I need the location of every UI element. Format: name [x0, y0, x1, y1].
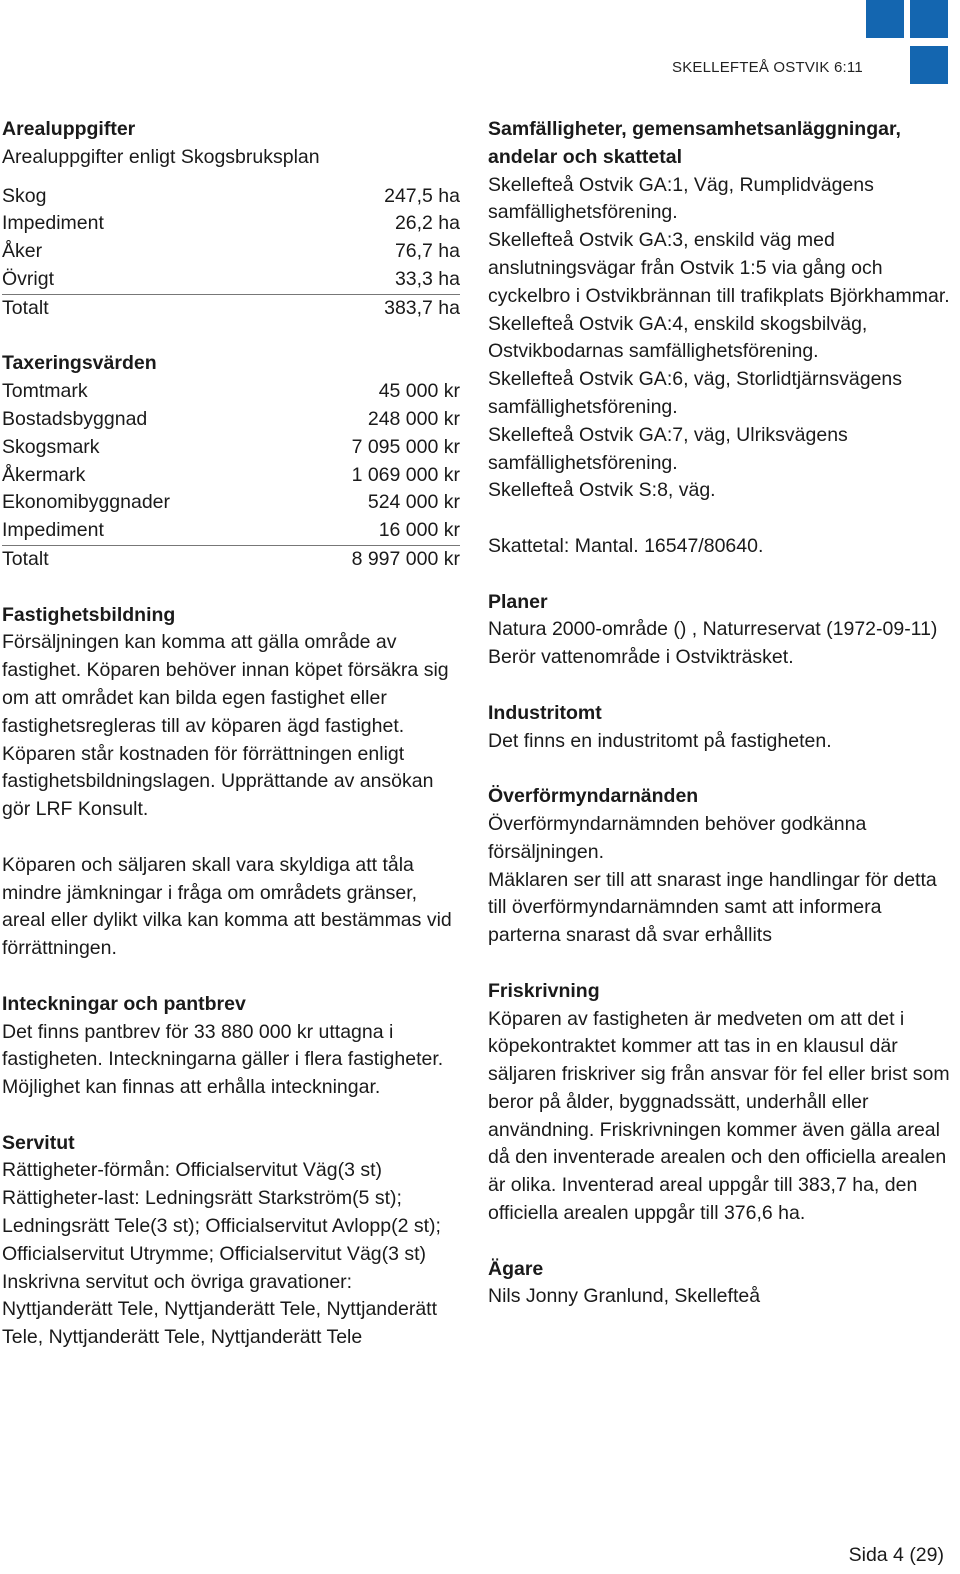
- paragraph: Det finns en industritomt på fastigheten.: [488, 729, 832, 752]
- valuation-label: Tomtmark: [2, 380, 88, 403]
- document-header-title: SKELLEFTEÅ OSTVIK 6:11: [672, 59, 863, 76]
- valuation-total-row: [2, 545, 460, 574]
- area-label: Impediment: [2, 212, 104, 235]
- paragraph: Försäljningen kan komma att gälla område av fastighet. Köparen behöver innan köpet försäkra sig om att området kan bilda egen fastighet eller fastighetsregleras till av köparen ägd fastighet. Köparen står kostnaden för förrättningen enligt fastighetsbildningslagen. Upprättande av ansökan gör LRF Konsult.: [2, 631, 449, 821]
- section-heading: Ägare: [488, 1257, 544, 1280]
- section-industritomt: [488, 700, 950, 756]
- valuation-label: Åkermark: [2, 463, 86, 486]
- area-value: 26,2 ha: [394, 212, 460, 235]
- valuation-value: 16 000 kr: [378, 519, 460, 542]
- section-overformyndare: [488, 783, 950, 950]
- area-label: Skog: [2, 184, 47, 207]
- section-samfalligheter: [488, 116, 950, 561]
- area-value: 76,7 ha: [394, 240, 460, 263]
- right-column: [488, 116, 950, 1339]
- valuation-value: 7 095 000 kr: [351, 435, 460, 458]
- valuation-label: Impediment: [2, 519, 104, 542]
- section-servitut: [2, 1130, 460, 1352]
- left-column: [2, 116, 460, 1380]
- section-heading: Fastighetsbildning: [2, 603, 176, 626]
- area-label: Åker: [2, 240, 43, 263]
- section-fastighetsbildning: [2, 602, 460, 963]
- paragraph: Överförmyndarnämnden behöver godkänna försäljningen.: [488, 812, 867, 863]
- area-value: 247,5 ha: [384, 184, 460, 207]
- paragraph: Rättigheter-last: Ledningsrätt Starkström(5 st); Ledningsrätt Tele(3 st); Officialservitut Avlopp(2 st); Officialservitut Utrymme; Officialservitut Väg(3 st): [2, 1187, 441, 1265]
- section-heading: Arealuppgifter: [2, 118, 136, 140]
- valuation-value: 524 000 kr: [367, 491, 460, 514]
- list-item: Skellefteå Ostvik GA:3, enskild väg med anslutningsvägar från Ostvik 1:5 via gång och cyckelbro i Ostvikbrännan till trafikplats Björkhammar.: [488, 229, 950, 307]
- logo-square: [866, 0, 904, 38]
- area-label: Övrigt: [2, 267, 55, 290]
- valuation-row: [2, 406, 460, 434]
- valuation-total-value: 8 997 000 kr: [351, 547, 460, 570]
- valuation-label: Bostadsbyggnad: [2, 407, 148, 430]
- section-heading: Servitut: [2, 1131, 75, 1154]
- section-heading: Inteckningar och pantbrev: [2, 992, 246, 1015]
- section-inteckningar: [2, 991, 460, 1102]
- area-value: 33,3 ha: [394, 267, 460, 290]
- section-heading: Samfälligheter, gemensamhetsanläggningar, andelar och skattetal: [488, 118, 901, 168]
- page-number: Sida 4 (29): [848, 1544, 944, 1566]
- section-heading: Överförmyndarnänden: [488, 785, 699, 808]
- valuation-label: Ekonomibyggnader: [2, 491, 171, 514]
- section-agare: [488, 1256, 950, 1312]
- logo-square: [910, 46, 948, 84]
- section-heading: Planer: [488, 590, 548, 613]
- section-heading: Industritomt: [488, 701, 602, 724]
- paragraph: Inskrivna servitut och övriga gravationer: Nyttjanderätt Tele, Nyttjanderätt Tele, Nyttjanderätt Tele, Nyttjanderätt Tele, Nyttjanderätt Tele: [2, 1270, 438, 1349]
- valuation-label: Skogsmark: [2, 435, 100, 458]
- company-logo: [866, 0, 952, 86]
- paragraph: Köparen av fastigheten är medveten om att det i köpekontraktet kommer att tas in en klausul där säljaren friskriver sig från ansvar för fel eller brist som beror på ålder, byggnadssätt, underhåll eller användning. Friskrivningen kommer även gälla areal då den inventerade arealen och den officiella arealen är olika. Inventerad areal uppgår till 383,7 ha, den officiella arealen uppgår till 376,6 ha.: [488, 1007, 950, 1225]
- valuation-row: [2, 434, 460, 462]
- valuation-row: [2, 378, 460, 406]
- logo-square: [910, 0, 948, 38]
- valuation-row: [2, 517, 460, 545]
- section-arealuppgifter: [2, 116, 460, 323]
- valuation-value: 45 000 kr: [378, 380, 460, 403]
- valuation-total-label: Totalt: [2, 547, 49, 570]
- skattetal: Skattetal: Mantal. 16547/80640.: [488, 534, 764, 557]
- paragraph: Det finns pantbrev för 33 880 000 kr uttagna i fastigheten. Inteckningarna gäller i flera fastigheter. Möjlighet kan finnas att erhålla inteckningar.: [2, 1020, 444, 1099]
- list-item: Skellefteå Ostvik GA:6, väg, Storlidtjärnsvägens samfällighetsförening.: [488, 368, 903, 418]
- area-row: [2, 210, 460, 238]
- area-row: [2, 183, 460, 211]
- section-subtitle: Arealuppgifter enligt Skogsbruksplan: [2, 145, 320, 168]
- list-item: Skellefteå Ostvik S:8, väg.: [488, 479, 716, 502]
- valuation-value: 1 069 000 kr: [351, 463, 460, 486]
- valuation-row: [2, 462, 460, 490]
- section-taxeringsvarden: [2, 350, 460, 573]
- paragraph: Mäklaren ser till att snarast inge handlingar för detta till överförmyndarnämnden samt att informera parterna snarast då svar erhållits: [488, 868, 937, 947]
- area-row: [2, 266, 460, 294]
- area-total-label: Totalt: [2, 296, 49, 319]
- valuation-value: 248 000 kr: [367, 407, 460, 430]
- area-total-value: 383,7 ha: [384, 296, 460, 319]
- section-heading: Taxeringsvärden: [2, 352, 157, 375]
- section-heading: Friskrivning: [488, 979, 600, 1002]
- area-row: [2, 238, 460, 266]
- list-item: Skellefteå Ostvik GA:7, väg, Ulriksvägens samfällighetsförening.: [488, 423, 848, 474]
- paragraph: Rättigheter-förmån: Officialservitut Väg(3 st): [2, 1159, 383, 1182]
- list-item: Skellefteå Ostvik GA:1, Väg, Rumplidvägens samfällighetsförening.: [488, 173, 874, 224]
- valuation-row: [2, 489, 460, 517]
- paragraph: Natura 2000-område () , Naturreservat (1972-09-11) Berör vattenområde i Ostvikträsket.: [488, 618, 938, 669]
- paragraph: Nils Jonny Granlund, Skellefteå: [488, 1285, 761, 1308]
- section-friskrivning: [488, 978, 950, 1228]
- area-total-row: [2, 294, 460, 323]
- section-planer: [488, 589, 950, 672]
- list-item: Skellefteå Ostvik GA:4, enskild skogsbilväg, Ostvikbodarnas samfällighetsförening.: [488, 312, 868, 363]
- paragraph: Köparen och säljaren skall vara skyldiga att tåla mindre jämkningar i fråga om områdets gränser, areal eller dylikt vilka kan komma att bestämmas vid förrättningen.: [2, 853, 452, 960]
